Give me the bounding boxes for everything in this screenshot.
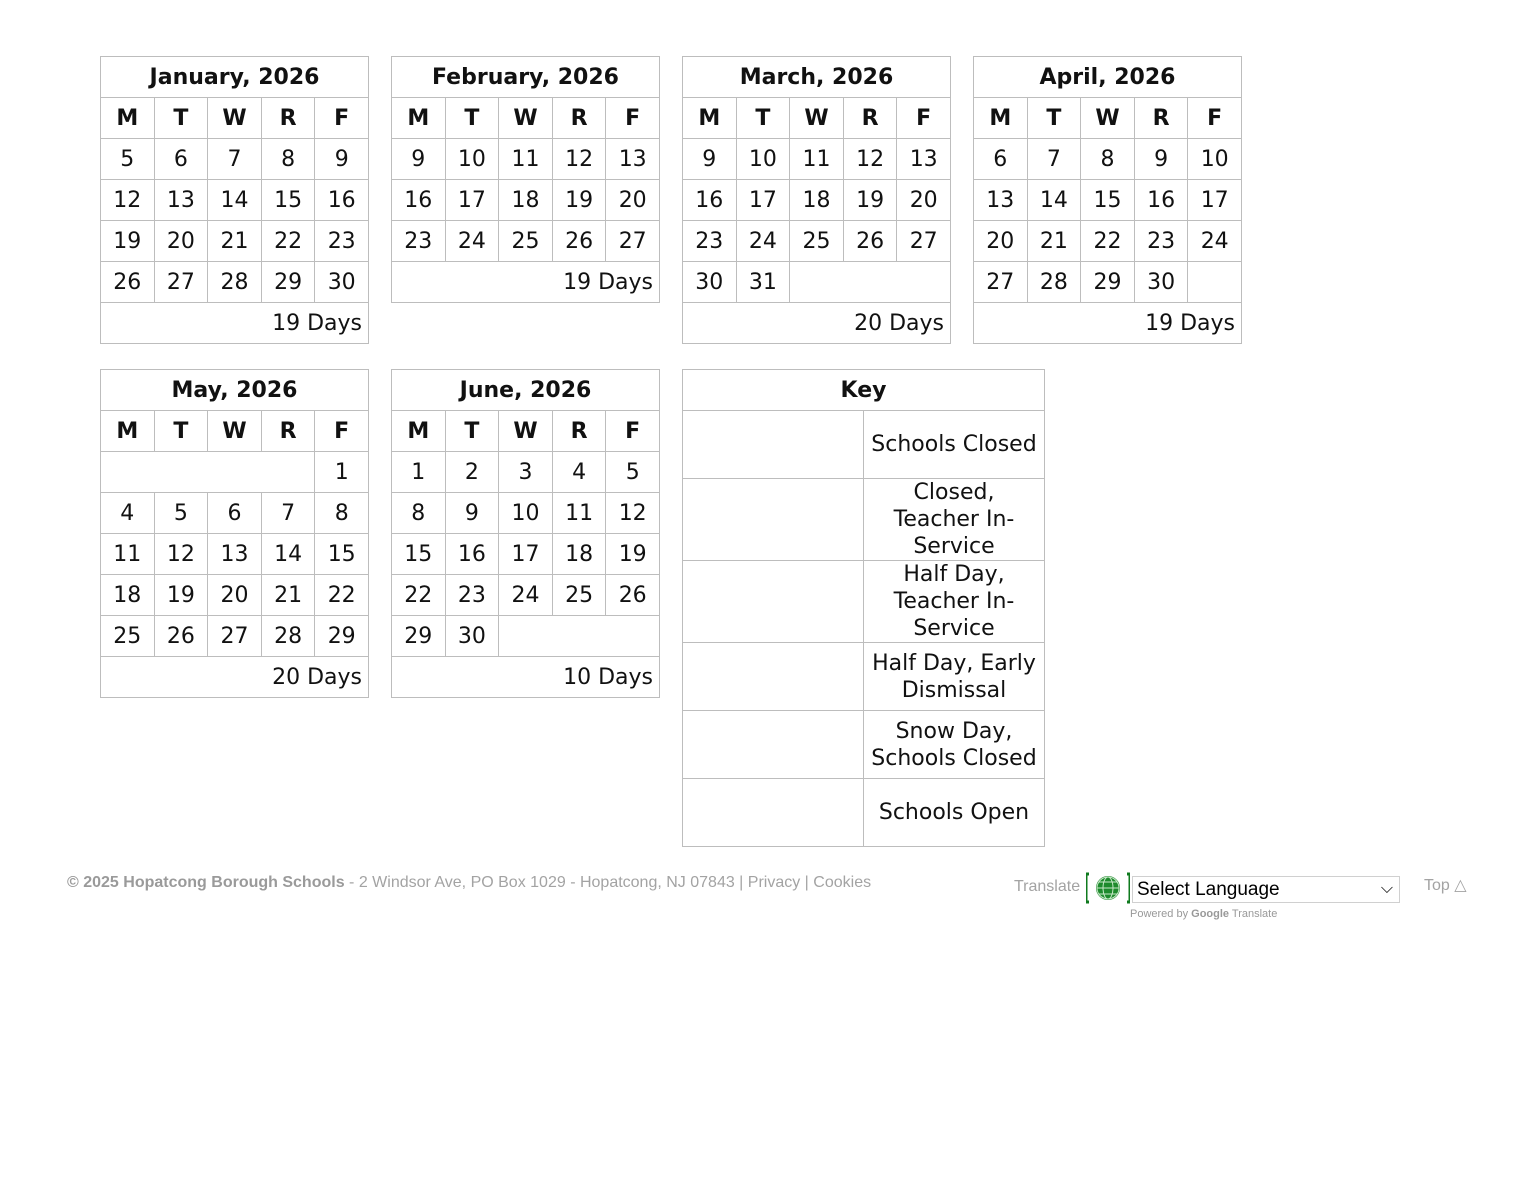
day-cell: 20: [154, 221, 208, 262]
day-cell: 16: [315, 180, 369, 221]
key-color-swatch: [683, 561, 864, 643]
day-cell: 12: [154, 534, 208, 575]
weekday-header: T: [445, 411, 499, 452]
month-calendar: [973, 56, 1242, 344]
weekday-header: T: [1027, 98, 1081, 139]
day-cell: 22: [1081, 221, 1135, 262]
day-cell: 8: [392, 493, 446, 534]
month-calendar: [100, 369, 369, 698]
footer: [67, 874, 871, 892]
day-cell: 19: [552, 180, 606, 221]
weekday-header: M: [974, 98, 1028, 139]
day-cell: 8: [315, 493, 369, 534]
weekday-header: M: [392, 98, 446, 139]
day-cell: 9: [683, 139, 737, 180]
day-cell: 26: [606, 575, 660, 616]
day-cell: 28: [261, 616, 315, 657]
key-row: [683, 711, 1045, 779]
day-cell: 15: [392, 534, 446, 575]
footer-address: - 2 Windsor Ave, PO Box 1029 - Hopatcong, NJ 07843 |: [344, 874, 748, 891]
day-cell: 17: [445, 180, 499, 221]
month-title: May, 2026: [101, 370, 369, 411]
powered-by-google: [1130, 908, 1277, 920]
day-cell: 31: [736, 262, 790, 303]
day-cell: 18: [552, 534, 606, 575]
weekday-header: W: [208, 411, 262, 452]
day-cell: 30: [1134, 262, 1188, 303]
weekday-header: F: [606, 98, 660, 139]
key-label: Closed, Teacher In-Service: [864, 479, 1045, 561]
weekday-header: T: [154, 411, 208, 452]
key-label: Schools Closed: [864, 411, 1045, 479]
day-cell: 22: [261, 221, 315, 262]
month-title: June, 2026: [392, 370, 660, 411]
key-row: [683, 411, 1045, 479]
weekday-header: R: [1134, 98, 1188, 139]
day-cell: 10: [736, 139, 790, 180]
day-cell: 4: [552, 452, 606, 493]
weekday-header: R: [261, 98, 315, 139]
day-cell: 5: [606, 452, 660, 493]
weekday-header: F: [606, 411, 660, 452]
day-cell: 26: [101, 262, 155, 303]
key-row: [683, 479, 1045, 561]
day-cell: 9: [315, 139, 369, 180]
day-cell: 26: [843, 221, 897, 262]
weekday-header: F: [1188, 98, 1242, 139]
day-cell: 21: [261, 575, 315, 616]
day-cell: 19: [154, 575, 208, 616]
day-cell: 26: [552, 221, 606, 262]
day-cell: 5: [154, 493, 208, 534]
weekday-header: W: [208, 98, 262, 139]
weekday-header: T: [154, 98, 208, 139]
day-cell: 30: [683, 262, 737, 303]
day-cell: 24: [499, 575, 553, 616]
day-cell: 19: [101, 221, 155, 262]
day-cell: 20: [974, 221, 1028, 262]
school-days-total: 20 Days: [101, 657, 369, 698]
day-cell: 5: [101, 139, 155, 180]
powered-by-text: Powered by: [1130, 908, 1189, 920]
day-cell: 13: [606, 139, 660, 180]
key-row: [683, 561, 1045, 643]
day-cell: 14: [208, 180, 262, 221]
weekday-header: M: [101, 98, 155, 139]
day-cell: 8: [261, 139, 315, 180]
day-cell: 6: [974, 139, 1028, 180]
key-label: Half Day, Teacher In-Service: [864, 561, 1045, 643]
day-cell: 17: [499, 534, 553, 575]
day-cell: 13: [154, 180, 208, 221]
day-cell: 25: [499, 221, 553, 262]
key-row: [683, 779, 1045, 847]
day-cell: 1: [315, 452, 369, 493]
day-cell: 17: [1188, 180, 1242, 221]
day-cell: 29: [261, 262, 315, 303]
day-cell: 11: [499, 139, 553, 180]
school-days-total: 19 Days: [974, 303, 1242, 344]
weekday-header: F: [315, 411, 369, 452]
day-cell: 22: [315, 575, 369, 616]
day-cell: 21: [208, 221, 262, 262]
key-label: Half Day, Early Dismissal: [864, 643, 1045, 711]
google-translate-link[interactable]: Translate: [1231, 908, 1278, 920]
key-color-swatch: [683, 711, 864, 779]
school-days-total: 19 Days: [101, 303, 369, 344]
day-cell: 27: [154, 262, 208, 303]
day-cell: 30: [445, 616, 499, 657]
day-cell: 25: [101, 616, 155, 657]
day-cell: 4: [101, 493, 155, 534]
day-cell: 11: [790, 139, 844, 180]
day-cell: 10: [499, 493, 553, 534]
month-calendar: [682, 56, 951, 344]
day-cell: 30: [315, 262, 369, 303]
day-cell: 10: [445, 139, 499, 180]
day-cell: 17: [736, 180, 790, 221]
day-cell: 21: [1027, 221, 1081, 262]
day-cell: 7: [208, 139, 262, 180]
weekday-header: W: [499, 411, 553, 452]
day-cell: 6: [208, 493, 262, 534]
day-cell: 23: [683, 221, 737, 262]
key-label: Schools Open: [864, 779, 1045, 847]
day-cell: 23: [1134, 221, 1188, 262]
empty-cell: [790, 262, 951, 303]
day-cell: 7: [1027, 139, 1081, 180]
key-title: Key: [683, 370, 1045, 411]
day-cell: 23: [315, 221, 369, 262]
footer-separator: |: [800, 874, 814, 891]
day-cell: 12: [552, 139, 606, 180]
weekday-header: R: [552, 98, 606, 139]
day-cell: 9: [392, 139, 446, 180]
calendar-key: [682, 369, 1045, 847]
day-cell: 16: [392, 180, 446, 221]
day-cell: 29: [392, 616, 446, 657]
day-cell: 8: [1081, 139, 1135, 180]
day-cell: 3: [499, 452, 553, 493]
month-calendar: [391, 56, 660, 303]
day-cell: 1: [392, 452, 446, 493]
translate-label: Translate: [1014, 878, 1081, 895]
weekday-header: M: [683, 98, 737, 139]
weekday-header: F: [897, 98, 951, 139]
weekday-header: M: [392, 411, 446, 452]
day-cell: [1188, 262, 1242, 303]
day-cell: 14: [1027, 180, 1081, 221]
day-cell: 12: [843, 139, 897, 180]
day-cell: 20: [208, 575, 262, 616]
month-title: April, 2026: [974, 57, 1242, 98]
day-cell: 26: [154, 616, 208, 657]
day-cell: 13: [208, 534, 262, 575]
key-color-swatch: [683, 779, 864, 847]
key-color-swatch: [683, 411, 864, 479]
weekday-header: W: [1081, 98, 1135, 139]
school-days-total: 19 Days: [392, 262, 660, 303]
key-label: Snow Day, Schools Closed: [864, 711, 1045, 779]
day-cell: 19: [606, 534, 660, 575]
day-cell: 27: [208, 616, 262, 657]
chevron-down-icon: ⌵: [1380, 880, 1393, 897]
day-cell: 20: [606, 180, 660, 221]
day-cell: 7: [261, 493, 315, 534]
empty-cell: [101, 452, 315, 493]
day-cell: 16: [1134, 180, 1188, 221]
day-cell: 2: [445, 452, 499, 493]
key-color-swatch: [683, 643, 864, 711]
day-cell: 15: [261, 180, 315, 221]
google-logo-text: Google: [1191, 908, 1230, 920]
day-cell: 16: [683, 180, 737, 221]
language-select[interactable]: [1132, 876, 1400, 903]
weekday-header: W: [790, 98, 844, 139]
day-cell: 12: [606, 493, 660, 534]
day-cell: 19: [843, 180, 897, 221]
day-cell: 29: [1081, 262, 1135, 303]
day-cell: 15: [315, 534, 369, 575]
day-cell: 29: [315, 616, 369, 657]
key-color-swatch: [683, 479, 864, 561]
school-days-total: 20 Days: [683, 303, 951, 344]
day-cell: 23: [445, 575, 499, 616]
footer-copyright: © 2025 Hopatcong Borough Schools: [67, 874, 345, 891]
day-cell: 24: [1188, 221, 1242, 262]
day-cell: 23: [392, 221, 446, 262]
day-cell: 27: [974, 262, 1028, 303]
day-cell: 9: [1134, 139, 1188, 180]
empty-cell: [499, 616, 660, 657]
day-cell: 18: [499, 180, 553, 221]
day-cell: 25: [552, 575, 606, 616]
day-cell: 20: [897, 180, 951, 221]
cookies-link[interactable]: Cookies: [813, 874, 872, 891]
month-calendar: [391, 369, 660, 698]
day-cell: 24: [736, 221, 790, 262]
weekday-header: T: [736, 98, 790, 139]
weekday-header: R: [261, 411, 315, 452]
key-row: [683, 643, 1045, 711]
day-cell: 22: [392, 575, 446, 616]
day-cell: 14: [261, 534, 315, 575]
day-cell: 25: [790, 221, 844, 262]
day-cell: 6: [154, 139, 208, 180]
day-cell: 15: [1081, 180, 1135, 221]
weekday-header: F: [315, 98, 369, 139]
weekday-header: T: [445, 98, 499, 139]
day-cell: 12: [101, 180, 155, 221]
day-cell: 28: [208, 262, 262, 303]
day-cell: 28: [1027, 262, 1081, 303]
month-title: March, 2026: [683, 57, 951, 98]
language-select-value: Select Language: [1137, 879, 1280, 900]
weekday-header: M: [101, 411, 155, 452]
day-cell: 9: [445, 493, 499, 534]
day-cell: 18: [101, 575, 155, 616]
back-to-top-link[interactable]: Top △: [1424, 877, 1467, 894]
day-cell: 27: [606, 221, 660, 262]
day-cell: 11: [101, 534, 155, 575]
day-cell: 27: [897, 221, 951, 262]
weekday-header: W: [499, 98, 553, 139]
day-cell: 10: [1188, 139, 1242, 180]
weekday-header: R: [843, 98, 897, 139]
month-calendar: [100, 56, 369, 344]
day-cell: 16: [445, 534, 499, 575]
day-cell: 13: [897, 139, 951, 180]
school-days-total: 10 Days: [392, 657, 660, 698]
month-title: February, 2026: [392, 57, 660, 98]
weekday-header: R: [552, 411, 606, 452]
privacy-link[interactable]: Privacy: [747, 874, 801, 891]
day-cell: 13: [974, 180, 1028, 221]
globe-icon: [1086, 872, 1130, 904]
day-cell: 11: [552, 493, 606, 534]
day-cell: 18: [790, 180, 844, 221]
month-title: January, 2026: [101, 57, 369, 98]
day-cell: 24: [445, 221, 499, 262]
